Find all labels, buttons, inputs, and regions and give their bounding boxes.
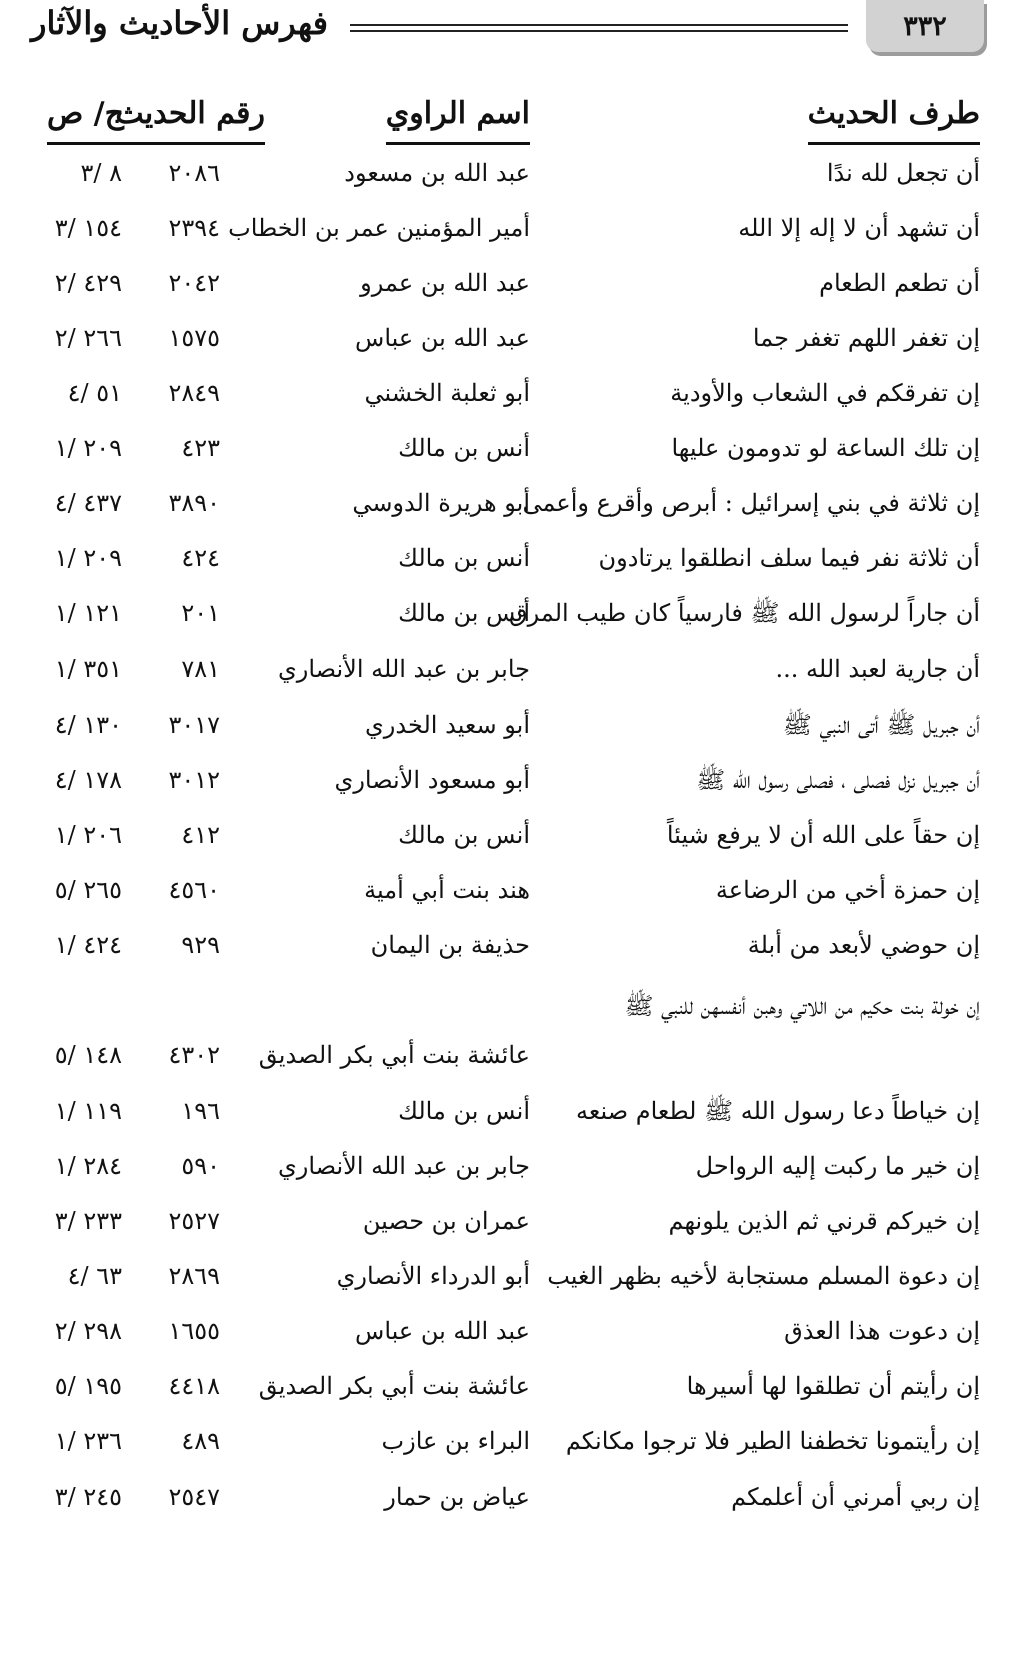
hadith-text: إن حوضي لأبعد من أبلة [747,931,980,959]
hadith-text: إن رأيتمونا تخطفنا الطير فلا ترجوا مكانكم [565,1427,980,1455]
hadith-text: إن دعوت هذا العذق [784,1317,980,1345]
narrator-name: أنس بن مالك [398,1097,530,1125]
volume-page: ١٧٨ /٤ [54,766,122,794]
narrator-name: أبو مسعود الأنصاري [334,766,530,794]
hadith-text: إن خولة بنت حكيم من اللاتي وهبن أنفسهن للنبي ﷺ [624,992,980,1020]
hadith-text: إن تفرقكم في الشعاب والأودية [670,379,980,407]
hadith-number: ٤١٢ [181,821,220,849]
narrator-name: أمير المؤمنين عمر بن الخطاب [228,214,530,242]
hadith-text: إن حمزة أخي من الرضاعة [715,876,980,904]
hadith-number: ١٥٧٥ [168,324,220,352]
narrator-name: عياض بن حمار [384,1483,530,1511]
column-header-hadith: طرف الحديث [808,92,980,145]
column-header-narrator: اسم الراوي [386,92,530,145]
hadith-text: أن جارية لعبد الله ... [775,655,980,683]
volume-page: ٢٠٩ /١ [54,434,122,462]
volume-page: ٤٢٤ /١ [54,931,122,959]
hadith-number: ٤٥٦٠ [168,876,220,904]
narrator-name: أنس بن مالك [398,821,530,849]
narrator-name: جابر بن عبد الله الأنصاري [277,655,530,683]
hadith-number: ٢٥٤٧ [168,1483,220,1511]
hadith-number: ٤٤١٨ [168,1372,220,1400]
volume-page: ٣٥١ /١ [54,655,122,683]
page-number: ٣٣٢ [866,0,984,52]
hadith-text: أن جاراً لرسول الله ﷺ فارسياً كان طيب المرق [508,599,980,627]
hadith-number: ٤٨٩ [181,1427,220,1455]
hadith-number: ٧٨١ [181,655,220,683]
hadith-text: إن خيركم قرني ثم الذين يلونهم [668,1207,980,1235]
narrator-name: البراء بن عازب [381,1427,530,1455]
volume-page: ١٩٥ /٥ [54,1372,122,1400]
hadith-number: ٢٨٦٩ [168,1262,220,1290]
narrator-name: أبو سعيد الخدري [365,711,530,739]
hadith-text: إن تلك الساعة لو تدومون عليها [671,434,980,462]
narrator-name: أنس بن مالك [398,599,530,627]
hadith-number: ٤٢٤ [181,544,220,572]
volume-page: ١١٩ /١ [54,1097,122,1125]
hadith-text: إن حقاً على الله أن لا يرفع شيئاً [666,821,980,849]
narrator-name: عبد الله بن عمرو [360,269,530,297]
hadith-number: ٤٢٣ [181,434,220,462]
hadith-number: ٥٩٠ [181,1152,220,1180]
hadith-text: إن ثلاثة في بني إسرائيل : أبرص وأقرع وأعمى [522,489,980,517]
hadith-number: ٣٠١٧ [168,711,220,739]
narrator-name: عمران بن حصين [362,1207,530,1235]
hadith-text: إن تغفر اللهم تغفر جما [752,324,980,352]
hadith-text: إن رأيتم أن تطلقوا لها أسيرها [686,1372,980,1400]
hadith-text: أن تشهد أن لا إله إلا الله [738,214,980,242]
volume-page: ١٣٠ /٤ [54,711,122,739]
hadith-text: أن تطعم الطعام [819,269,980,297]
narrator-name: أبو الدرداء الأنصاري [336,1262,530,1290]
volume-page: ١٢١ /١ [54,599,122,627]
header-rule [350,24,848,32]
hadith-text: أن جبريل نزل فصلى ، فصلى رسول الله ﷺ [696,766,980,794]
hadith-number: ٤٣٠٢ [168,1041,220,1069]
narrator-name: حذيفة بن اليمان [370,931,530,959]
volume-page: ١٥٤ /٣ [54,214,122,242]
hadith-number: ٩٢٩ [181,931,220,959]
volume-page: ٢٦٦ /٢ [54,324,122,352]
hadith-number: ١٩٦ [181,1097,220,1125]
hadith-text: إن خياطاً دعا رسول الله ﷺ لطعام صنعه [576,1097,980,1125]
column-header-number: رقم الحديث [115,92,265,145]
hadith-number: ٢٣٩٤ [168,214,220,242]
volume-page: ١٤٨ /٥ [54,1041,122,1069]
volume-page: ٢٦٥ /٥ [54,876,122,904]
hadith-number: ٢٥٢٧ [168,1207,220,1235]
volume-page: ٢٠٩ /١ [54,544,122,572]
hadith-number: ٢٨٤٩ [168,379,220,407]
volume-page: ٢٤٥ /٣ [54,1483,122,1511]
volume-page: ٢٨٤ /١ [54,1152,122,1180]
narrator-name: عبد الله بن عباس [355,324,530,352]
narrator-name: أبو ثعلبة الخشني [364,379,530,407]
hadith-text: إن ربي أمرني أن أعلمكم [731,1483,980,1511]
volume-page: ٦٣ /٤ [67,1262,122,1290]
narrator-name: عبد الله بن عباس [355,1317,530,1345]
volume-page: ٢٣٣ /٣ [54,1207,122,1235]
volume-page: ٤٣٧ /٤ [54,489,122,517]
narrator-name: أبو هريرة الدوسي [352,489,530,517]
volume-page: ٤٢٩ /٢ [54,269,122,297]
hadith-text: أن تجعل لله ندًا [826,159,980,187]
hadith-text: أن ثلاثة نفر فيما سلف انطلقوا يرتادون [598,544,980,572]
volume-page: ٨ /٣ [80,159,122,187]
hadith-number: ٢٠٤٢ [168,269,220,297]
volume-page: ٥١ /٤ [67,379,122,407]
column-header-volume-page: ج/ ص [47,92,124,145]
narrator-name: عائشة بنت أبي بكر الصديق [258,1041,530,1069]
narrator-name: أنس بن مالك [398,544,530,572]
hadith-number: ١٦٥٥ [168,1317,220,1345]
hadith-text: أن جبريل ﷺ أتى النبي ﷺ [782,711,980,739]
volume-page: ٢٠٦ /١ [54,821,122,849]
volume-page: ٢٣٦ /١ [54,1427,122,1455]
narrator-name: هند بنت أبي أمية [364,876,530,904]
narrator-name: أنس بن مالك [398,434,530,462]
narrator-name: عبد الله بن مسعود [344,159,530,187]
hadith-number: ٣٨٩٠ [168,489,220,517]
narrator-name: جابر بن عبد الله الأنصاري [277,1152,530,1180]
hadith-number: ٢٠٨٦ [168,159,220,187]
volume-page: ٢٩٨ /٢ [54,1317,122,1345]
hadith-text: إن خير ما ركبت إليه الرواحل [695,1152,980,1180]
running-title: فهرس الأحاديث والآثار [31,4,328,42]
hadith-number: ٢٠١ [181,599,220,627]
narrator-name: عائشة بنت أبي بكر الصديق [258,1372,530,1400]
hadith-text: إن دعوة المسلم مستجابة لأخيه بظهر الغيب [547,1262,980,1290]
hadith-number: ٣٠١٢ [168,766,220,794]
